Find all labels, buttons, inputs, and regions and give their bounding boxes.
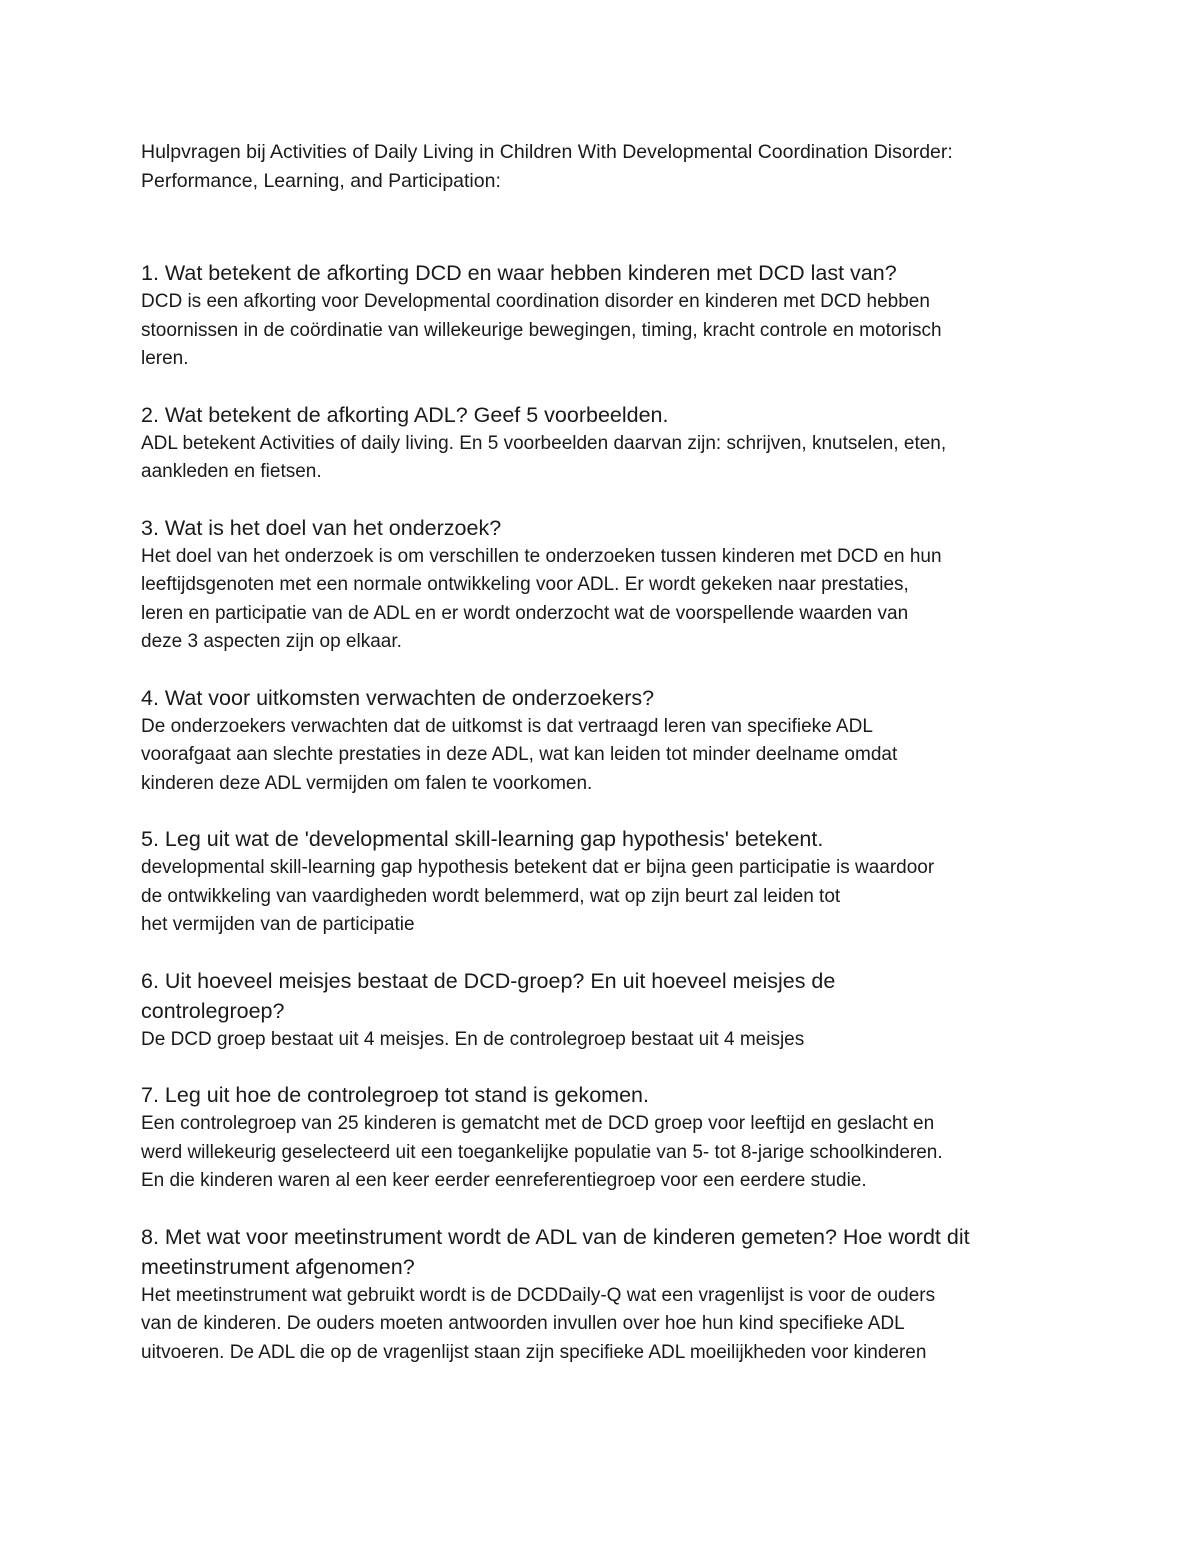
question-4: 4. Wat voor uitkomsten verwachten de onderzoekers? [141,685,655,710]
document-page [141,138,1071,1393]
question-8: 8. Met wat voor meetinstrument wordt de ADL van de kinderen gemeten? Hoe wordt dit meetinstrument afgenomen? [141,1224,970,1279]
qa-item-1 [141,258,1071,374]
question-3: 3. Wat is het doel van het onderzoek? [141,515,502,540]
question-1: 1. Wat betekent de afkorting DCD en waar hebben kinderen met DCD last van? [141,261,897,285]
question-6: 6. Uit hoeveel meisjes bestaat de DCD-groep? En uit hoeveel meisjes de controlegroep? [141,968,836,1023]
qa-item-2 [141,400,1071,487]
answer-2: ADL betekent Activities of daily living. En 5 voorbeelden daarvan zijn: schrijven, knutselen, eten, aankleden en fietsen. [141,432,947,482]
question-2: 2. Wat betekent de afkorting ADL? Geef 5 voorbeelden. [141,402,669,427]
answer-8: Het meetinstrument wat gebruikt wordt is de DCDDaily-Q wat een vragenlijst is voor de ouders van de kinderen. De ouders moeten antwoorden invullen over hoe hun kind specifieke ADL uitvoeren. De ADL die op de vragenlijst staan zijn specifieke ADL moeilijkheden voor kinderen [141,1284,936,1363]
qa-item-7 [141,1080,1071,1196]
answer-6: De DCD groep bestaat uit 4 meisjes. En de controlegroep bestaat uit 4 meisjes [141,1028,805,1050]
qa-item-8 [141,1222,1071,1368]
question-list [141,258,1071,1367]
qa-item-6 [141,966,1071,1055]
answer-4: De onderzoekers verwachten dat de uitkomst is dat vertraagd leren van specifieke ADL voorafgaat aan slechte prestaties in deze ADL, wat kan leiden tot minder deelname omdat kinderen deze ADL vermijden om falen te voorkomen. [141,715,898,794]
answer-3: Het doel van het onderzoek is om verschillen te onderzoeken tussen kinderen met DCD en hun leeftijdsgenoten met een normale ontwikkeling voor ADL. Er wordt gekeken naar prestaties, leren en participatie van de ADL en er wordt onderzocht wat de voorspellende waarden van deze 3 aspecten zijn op elkaar. [141,545,942,652]
question-5: 5. Leg uit wat de 'developmental skill-learning gap hypothesis' betekent. [141,827,824,851]
document-title-line-1: Hulpvragen bij Activities of Daily Living in Children With Developmental Coordination Disorder: [141,141,953,163]
answer-7: Een controlegroep van 25 kinderen is gematcht met de DCD groep voor leeftijd en geslacht en werd willekeurig geselecteerd uit een toegankelijke populatie van 5- tot 8-jarige schoolkinderen. En die kinderen waren al een keer eerder eenreferentiegroep voor een eerdere studie. [141,1113,943,1191]
question-7: 7. Leg uit hoe de controlegroep tot stand is gekomen. [141,1083,649,1107]
document-title-line-2: Performance, Learning, and Participation: [141,170,501,192]
answer-5: developmental skill-learning gap hypothesis betekent dat er bijna geen participatie is waardoor de ontwikkeling van vaardigheden wordt belemmerd, wat op zijn beurt zal leiden tot het vermijden van de participatie [141,857,935,935]
document-title [141,138,1071,196]
qa-item-4 [141,683,1071,799]
answer-1: DCD is een afkorting voor Developmental coordination disorder en kinderen met DCD hebben stoornissen in de coördinatie van willekeurige bewegingen, timing, kracht controle en motorisch leren. [141,291,942,369]
qa-item-3 [141,513,1071,657]
qa-item-5 [141,824,1071,940]
